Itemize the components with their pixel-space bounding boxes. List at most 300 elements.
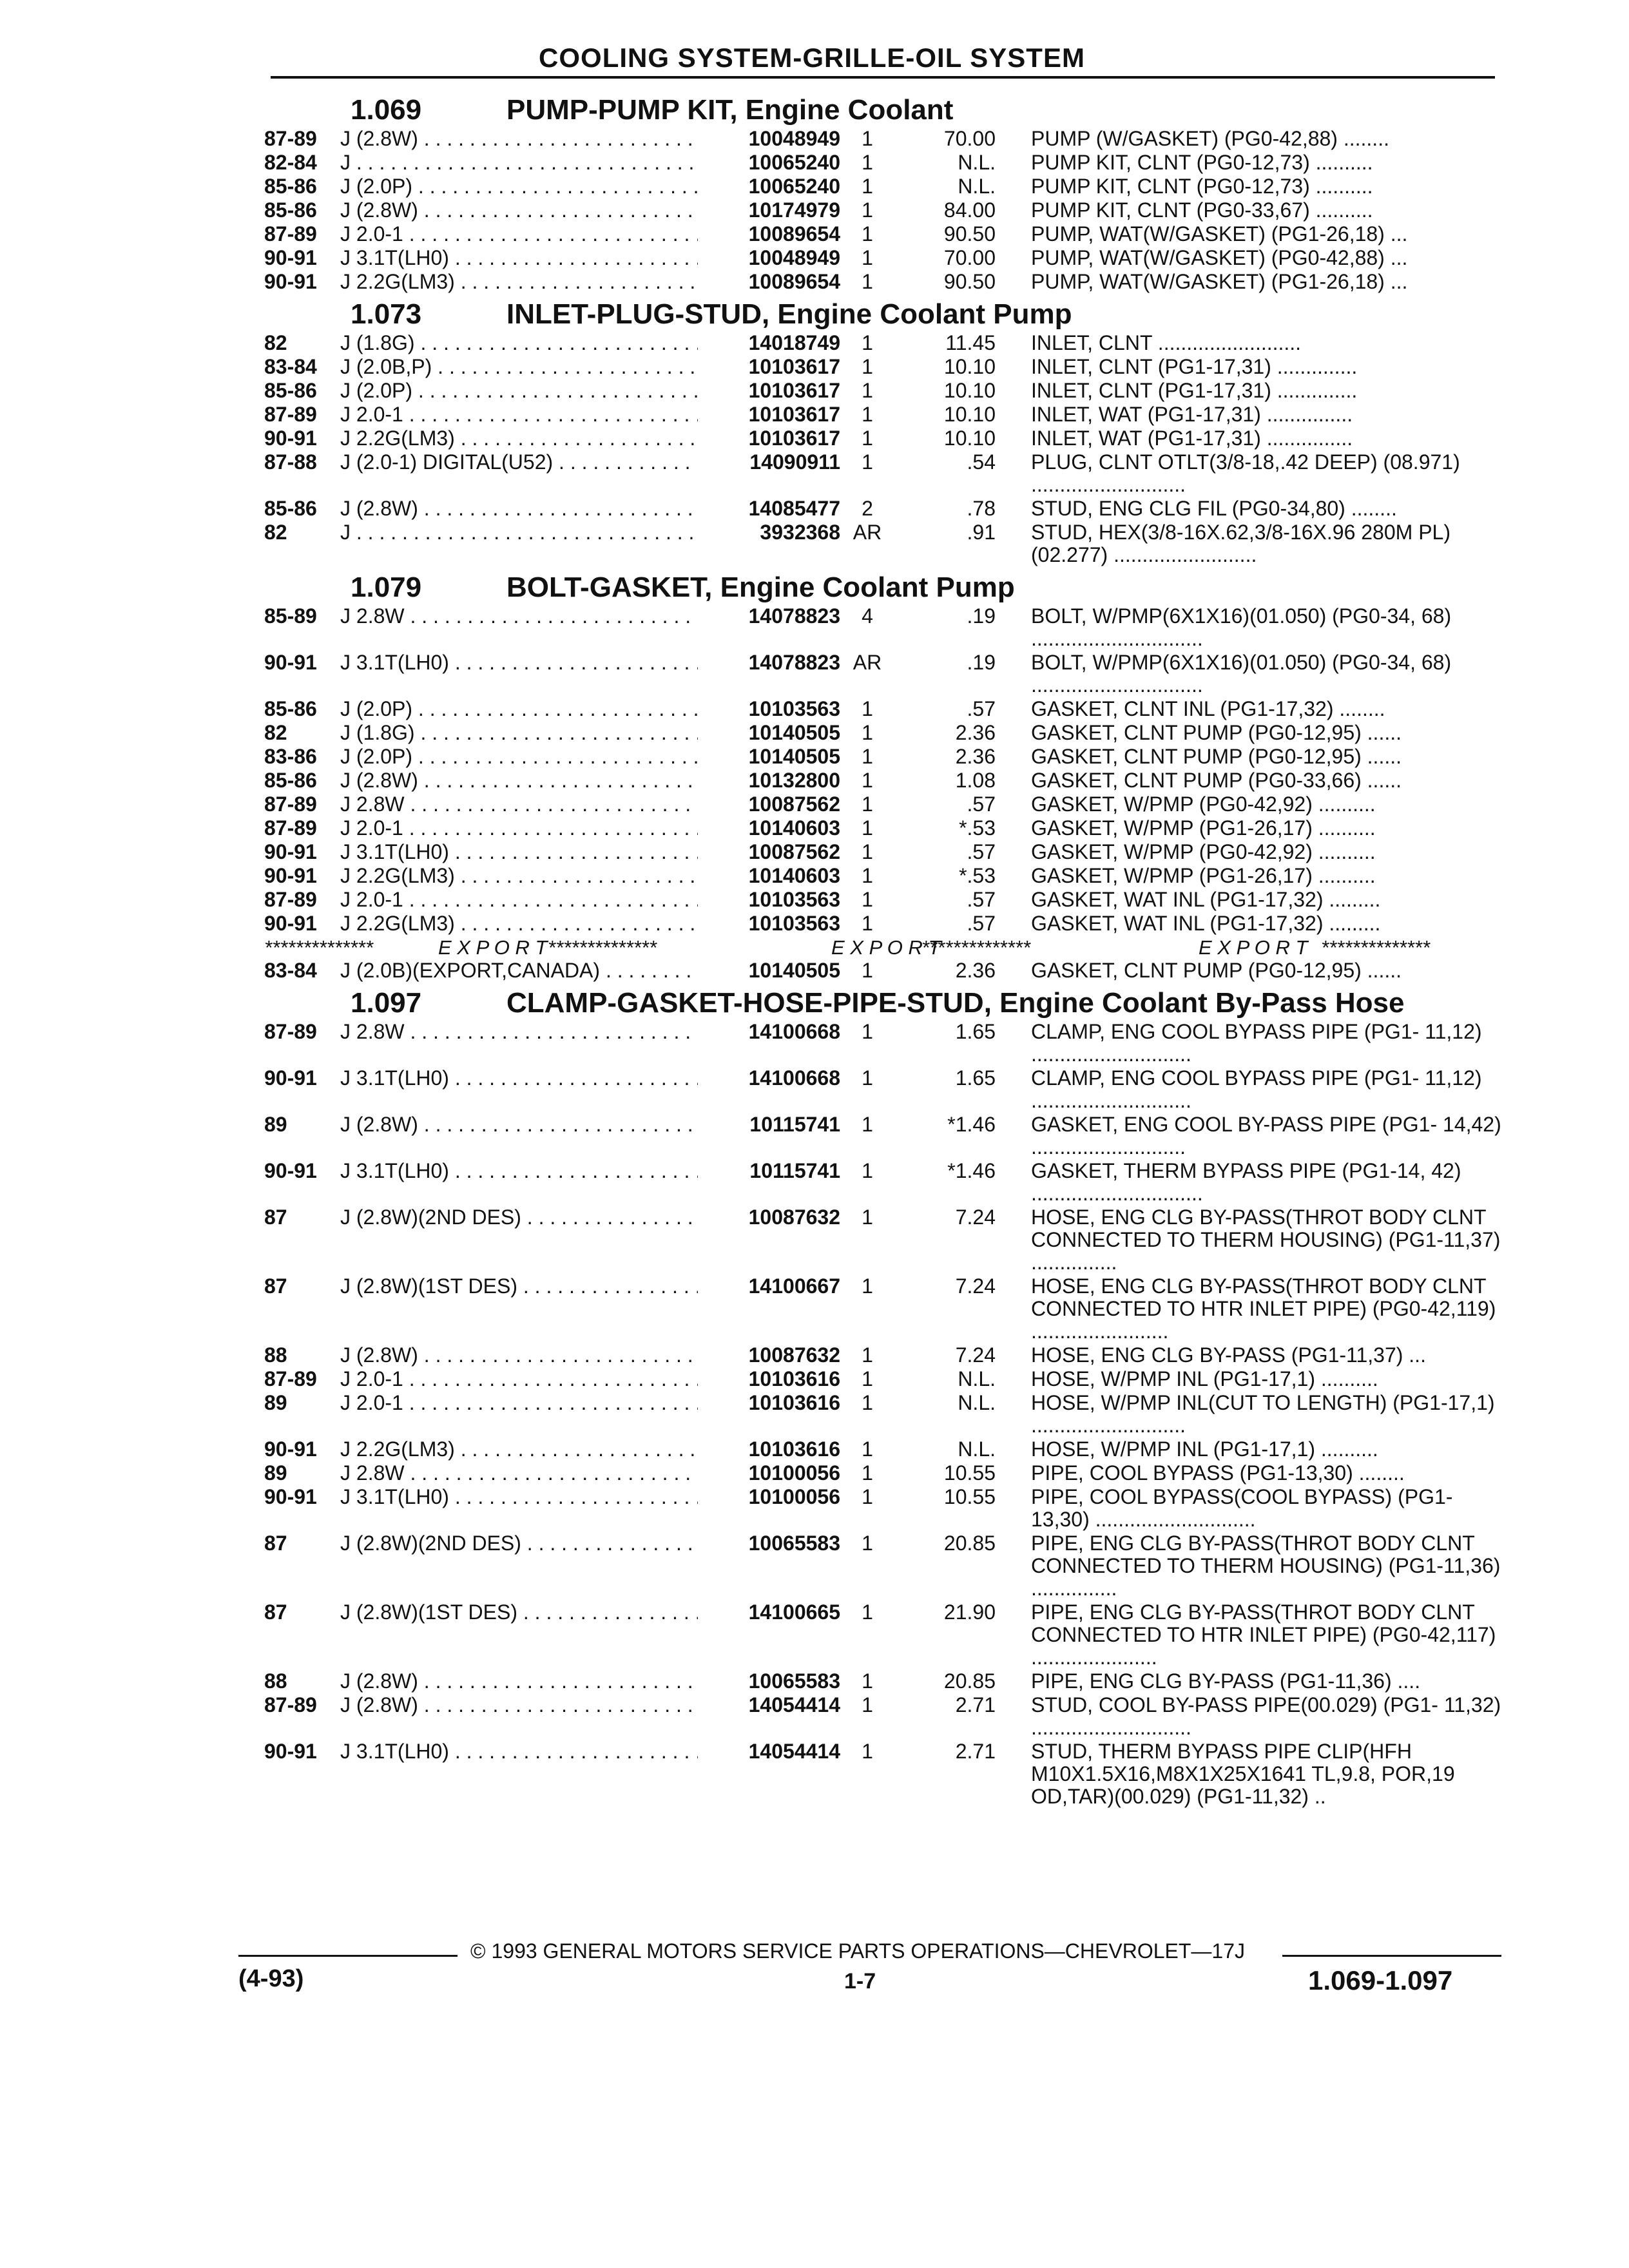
table-row: [264, 380, 1501, 403]
page-header-title: COOLING SYSTEM-GRILLE-OIL SYSTEM: [539, 43, 1085, 73]
footer-section-range: 1.069-1.097: [1308, 1965, 1453, 1995]
model-years: 90-91: [264, 912, 317, 935]
footer-date-code: (4-93): [238, 1965, 304, 1992]
part-description: GASKET, W/PMP (PG1-26,17) ..........: [1031, 865, 1376, 887]
price: 20.85: [943, 1669, 996, 1693]
part-description: HOSE, W/PMP INL(CUT TO LENGTH) (PG1-17,1) ...........................: [1031, 1392, 1495, 1437]
part-description: GASKET, THERM BYPASS PIPE (PG1-14, 42) ..............................: [1031, 1160, 1461, 1205]
section-number: 1.079: [351, 572, 422, 603]
part-number: 3932368: [760, 521, 840, 544]
part-description: PUMP (W/GASKET) (PG0-42,88) ........: [1031, 128, 1389, 150]
price: 10.10: [943, 355, 996, 378]
engine-spec: J 2.0-1 . . .: [340, 403, 698, 426]
part-number: 14054414: [748, 1693, 840, 1716]
part-description: PUMP, WAT(W/GASKET) (PG0-42,88) ...: [1031, 247, 1408, 269]
part-description: PIPE, COOL BYPASS (PG1-13,30) ........: [1031, 1462, 1405, 1485]
quantity: 1: [862, 1532, 873, 1555]
model-years: 87-89: [264, 127, 317, 150]
price: .19: [967, 651, 996, 674]
section-heading: [264, 294, 1501, 332]
section-title-text: PUMP-PUMP KIT, Engine Coolant: [506, 94, 954, 126]
table-row: [264, 223, 1501, 247]
engine-spec: J 2.8W . . .: [340, 1021, 698, 1043]
price: *.53: [959, 816, 996, 840]
quantity: 1: [862, 151, 873, 174]
part-description: INLET, CLNT .........................: [1031, 332, 1302, 354]
table-row: [264, 128, 1501, 151]
part-description: STUD, HEX(3/8-16X.62,3/8-16X.96 280M PL)(02.277) .........................: [1031, 521, 1451, 566]
table-row: [264, 1021, 1501, 1067]
export-label: E X P O R T: [1199, 936, 1308, 959]
engine-spec: J 3.1T(LH0) . . .: [340, 1486, 698, 1508]
model-years: 87-89: [264, 1693, 317, 1716]
table-row: [264, 1392, 1501, 1438]
price: *.53: [959, 864, 996, 887]
table-row: [264, 356, 1501, 380]
engine-spec: J (2.8W) . . .: [340, 1694, 698, 1716]
model-years: 82: [264, 521, 287, 544]
table-row: [264, 698, 1501, 722]
price: 10.10: [943, 379, 996, 402]
part-description: HOSE, W/PMP INL (PG1-17,1) ..........: [1031, 1368, 1378, 1390]
table-row: [264, 1368, 1501, 1392]
part-number: 10115741: [749, 1113, 840, 1136]
model-years: 90-91: [264, 1159, 317, 1182]
model-years: 85-89: [264, 604, 317, 628]
table-row: [264, 959, 1501, 983]
price: .57: [967, 697, 996, 720]
part-description: GASKET, WAT INL (PG1-17,32) .........: [1031, 912, 1381, 935]
quantity: 1: [862, 888, 873, 911]
table-row: [264, 175, 1501, 199]
quantity: 1: [862, 697, 873, 720]
engine-spec: J (2.0P) . . .: [340, 698, 698, 720]
model-years: 85-86: [264, 697, 317, 720]
table-row: [264, 1601, 1501, 1670]
model-years: 87: [264, 1274, 287, 1298]
part-description: HOSE, ENG CLG BY-PASS (PG1-11,37) ...: [1031, 1344, 1426, 1367]
part-number: 14100668: [748, 1020, 840, 1043]
part-description: BOLT, W/PMP(6X1X16)(01.050) (PG0-34, 68) ..............................: [1031, 605, 1452, 650]
quantity: 1: [862, 379, 873, 402]
price: 10.10: [943, 403, 996, 426]
part-description: HOSE, ENG CLG BY-PASS(THROT BODY CLNT CONNECTED TO HTR INLET PIPE) (PG0-42,119) ........................: [1031, 1275, 1496, 1343]
model-years: 87-89: [264, 403, 317, 426]
part-number: 10140603: [748, 864, 840, 887]
part-number: 10087632: [748, 1343, 840, 1367]
part-description: GASKET, WAT INL (PG1-17,32) .........: [1031, 889, 1381, 911]
part-number: 10100056: [748, 1485, 840, 1508]
part-number: 10140603: [748, 816, 840, 840]
engine-spec: J 3.1T(LH0) . . .: [340, 247, 698, 269]
part-description: GASKET, CLNT PUMP (PG0-12,95) ......: [1031, 959, 1402, 982]
export-divider-stars: **************: [921, 936, 1030, 959]
footer-page-number: 1-7: [844, 1969, 876, 1994]
table-row: [264, 1438, 1501, 1462]
price: .91: [967, 521, 996, 544]
section-title-text: INLET-PLUG-STUD, Engine Coolant Pump: [506, 298, 1072, 330]
part-number: 10132800: [748, 769, 840, 792]
quantity: 1: [862, 331, 873, 354]
engine-spec: J 2.8W . . .: [340, 793, 698, 816]
table-row: [264, 912, 1501, 936]
part-number: 10103617: [748, 355, 840, 378]
engine-spec: J (2.8W) . . .: [340, 1113, 698, 1136]
quantity: 1: [862, 1693, 873, 1716]
model-years: 85-86: [264, 769, 317, 792]
model-years: 89: [264, 1461, 287, 1485]
model-years: 87-88: [264, 450, 317, 474]
part-description: GASKET, CLNT INL (PG1-17,32) ........: [1031, 698, 1385, 720]
part-number: 10103563: [748, 912, 840, 935]
quantity: 1: [862, 270, 873, 293]
part-number: 10103617: [748, 403, 840, 426]
engine-spec: J (2.8W)(1ST DES) . . .: [340, 1601, 698, 1624]
model-years: 88: [264, 1669, 287, 1693]
part-number: 10087562: [748, 793, 840, 816]
quantity: 1: [862, 127, 873, 150]
price: 1.65: [955, 1020, 996, 1043]
part-description: INLET, CLNT (PG1-17,31) ..............: [1031, 380, 1358, 402]
price: 84.00: [943, 198, 996, 222]
part-number: 10089654: [748, 270, 840, 293]
part-number: 10140505: [748, 959, 840, 982]
model-years: 90-91: [264, 1066, 317, 1090]
price: 7.24: [955, 1206, 996, 1229]
price: .57: [967, 840, 996, 863]
quantity: 1: [862, 912, 873, 935]
price: .57: [967, 793, 996, 816]
quantity: 1: [862, 1600, 873, 1624]
table-row: [264, 817, 1501, 841]
price: *1.46: [947, 1159, 996, 1182]
table-row: [264, 1206, 1501, 1275]
part-number: 10174979: [748, 198, 840, 222]
table-row: [264, 841, 1501, 865]
table-row: [264, 865, 1501, 889]
table-row: [264, 1160, 1501, 1206]
quantity: 1: [862, 864, 873, 887]
quantity: AR: [853, 521, 882, 544]
part-number: 14090911: [749, 450, 840, 474]
price: 1.65: [955, 1066, 996, 1090]
quantity: 1: [862, 1391, 873, 1414]
price: N.L.: [958, 1437, 996, 1461]
quantity: 1: [862, 1437, 873, 1461]
part-number: 14078823: [748, 604, 840, 628]
quantity: 1: [862, 450, 873, 474]
part-number: 10048949: [748, 246, 840, 269]
table-row: [264, 247, 1501, 271]
table-row: [264, 271, 1501, 294]
footer-divider-right: [1282, 1955, 1501, 1957]
model-years: 82-84: [264, 151, 317, 174]
part-description: GASKET, ENG COOL BY-PASS PIPE (PG1- 14,42) ...........................: [1031, 1113, 1501, 1158]
part-number: 10140505: [748, 745, 840, 768]
part-number: 10048949: [748, 127, 840, 150]
table-row: [264, 427, 1501, 451]
price: N.L.: [958, 1391, 996, 1414]
price: 2.71: [955, 1740, 996, 1763]
table-row: [264, 1067, 1501, 1113]
model-years: 83-86: [264, 745, 317, 768]
quantity: 1: [862, 1113, 873, 1136]
engine-spec: J 3.1T(LH0) . . .: [340, 841, 698, 863]
table-row: [264, 605, 1501, 651]
model-years: 90-91: [264, 246, 317, 269]
table-row: [264, 151, 1501, 175]
part-number: 10087562: [748, 840, 840, 863]
quantity: 1: [862, 1159, 873, 1182]
part-number: 10065240: [748, 151, 840, 174]
price: 2.36: [955, 721, 996, 744]
quantity: 1: [862, 1367, 873, 1390]
table-row: [264, 651, 1501, 698]
engine-spec: J 3.1T(LH0) . . .: [340, 1740, 698, 1763]
engine-spec: J 3.1T(LH0) . . .: [340, 1160, 698, 1182]
table-row: [264, 1670, 1501, 1694]
quantity: 1: [862, 175, 873, 198]
quantity: 1: [862, 403, 873, 426]
model-years: 90-91: [264, 1485, 317, 1508]
model-years: 87-89: [264, 222, 317, 245]
price: 90.50: [943, 222, 996, 245]
part-number: 10089654: [748, 222, 840, 245]
part-number: 10115741: [749, 1159, 840, 1182]
part-number: 10087632: [748, 1206, 840, 1229]
quantity: 1: [862, 745, 873, 768]
part-number: 14085477: [748, 497, 840, 520]
price: 7.24: [955, 1343, 996, 1367]
quantity: 1: [862, 1740, 873, 1763]
engine-spec: J (2.8W) . . .: [340, 769, 698, 792]
part-description: STUD, ENG CLG FIL (PG0-34,80) ........: [1031, 497, 1397, 520]
part-number: 10103563: [748, 888, 840, 911]
price: .54: [967, 450, 996, 474]
footer-copyright: © 1993 GENERAL MOTORS SERVICE PARTS OPERATIONS—CHEVROLET—17J: [470, 1939, 1245, 1963]
model-years: 89: [264, 1113, 287, 1136]
part-number: 14018749: [748, 331, 840, 354]
quantity: AR: [853, 651, 882, 674]
engine-spec: J (2.8W) . . .: [340, 199, 698, 222]
price: 11.45: [945, 331, 996, 354]
model-years: 85-86: [264, 198, 317, 222]
part-description: INLET, CLNT (PG1-17,31) ..............: [1031, 356, 1358, 378]
model-years: 90-91: [264, 651, 317, 674]
model-years: 87: [264, 1600, 287, 1624]
part-number: 10103617: [748, 427, 840, 450]
part-description: PUMP, WAT(W/GASKET) (PG1-26,18) ...: [1031, 223, 1408, 245]
model-years: 87-89: [264, 1020, 317, 1043]
quantity: 2: [862, 497, 873, 520]
quantity: 1: [862, 246, 873, 269]
part-description: STUD, COOL BY-PASS PIPE(00.029) (PG1- 11,32) ............................: [1031, 1694, 1501, 1739]
engine-spec: J (1.8G) . . .: [340, 332, 698, 354]
price: 70.00: [943, 127, 996, 150]
quantity: 1: [862, 1206, 873, 1229]
part-description: HOSE, ENG CLG BY-PASS(THROT BODY CLNT CONNECTED TO THERM HOUSING) (PG1-11,37) ...............: [1031, 1206, 1501, 1274]
part-number: 10103616: [748, 1437, 840, 1461]
table-row: [264, 199, 1501, 223]
quantity: 1: [862, 1020, 873, 1043]
table-row: [264, 1275, 1501, 1344]
engine-spec: J 3.1T(LH0) . . .: [340, 651, 698, 674]
engine-spec: J 2.2G(LM3) . . .: [340, 1438, 698, 1461]
part-description: PUMP KIT, CLNT (PG0-33,67) ..........: [1031, 199, 1373, 222]
quantity: 1: [862, 355, 873, 378]
price: 10.55: [943, 1461, 996, 1485]
part-number: 14100665: [748, 1600, 840, 1624]
part-description: PUMP KIT, CLNT (PG0-12,73) ..........: [1031, 151, 1373, 174]
quantity: 1: [862, 222, 873, 245]
engine-spec: J (2.0P) . . .: [340, 745, 698, 768]
part-description: GASKET, W/PMP (PG1-26,17) ..........: [1031, 817, 1376, 840]
price: 10.10: [943, 427, 996, 450]
section-heading: [264, 90, 1501, 128]
engine-spec: J (2.8W)(2ND DES) . . .: [340, 1206, 698, 1229]
model-years: 88: [264, 1343, 287, 1367]
model-years: 87: [264, 1532, 287, 1555]
header-divider: [271, 76, 1495, 79]
part-number: 14054414: [748, 1740, 840, 1763]
engine-spec: J 2.2G(LM3) . . .: [340, 271, 698, 293]
model-years: 90-91: [264, 1740, 317, 1763]
table-row: [264, 403, 1501, 427]
engine-spec: J . . .: [340, 521, 698, 544]
part-description: CLAMP, ENG COOL BYPASS PIPE (PG1- 11,12) ............................: [1031, 1067, 1482, 1112]
part-number: 10103616: [748, 1391, 840, 1414]
section-number: 1.097: [351, 987, 422, 1019]
engine-spec: J 3.1T(LH0) . . .: [340, 1067, 698, 1090]
quantity: 1: [862, 427, 873, 450]
engine-spec: J 2.0-1 . . .: [340, 889, 698, 911]
table-row: [264, 497, 1501, 521]
engine-spec: J (1.8G) . . .: [340, 722, 698, 744]
section-title-text: BOLT-GASKET, Engine Coolant Pump: [506, 572, 1015, 603]
price: 2.36: [955, 959, 996, 982]
price: .78: [967, 497, 996, 520]
part-description: GASKET, CLNT PUMP (PG0-12,95) ......: [1031, 745, 1402, 768]
export-divider-stars: **************: [548, 936, 657, 959]
part-description: INLET, WAT (PG1-17,31) ...............: [1031, 427, 1353, 450]
price: 7.24: [955, 1274, 996, 1298]
engine-spec: J . . .: [340, 151, 698, 174]
engine-spec: J (2.0B,P) . . .: [340, 356, 698, 378]
part-number: 10103616: [748, 1367, 840, 1390]
part-number: 10065240: [748, 175, 840, 198]
export-divider-stars: **************: [264, 936, 373, 959]
table-row: [264, 745, 1501, 769]
engine-spec: J 2.2G(LM3) . . .: [340, 865, 698, 887]
engine-spec: J (2.0B)(EXPORT,CANADA) . . .: [340, 959, 698, 982]
part-number: 10100056: [748, 1461, 840, 1485]
model-years: 87-89: [264, 888, 317, 911]
part-description: PIPE, COOL BYPASS(COOL BYPASS) (PG1- 13,30) ............................: [1031, 1486, 1453, 1531]
table-row: [264, 332, 1501, 356]
engine-spec: J 2.8W . . .: [340, 1462, 698, 1485]
table-row: [264, 1532, 1501, 1601]
part-number: 14100668: [748, 1066, 840, 1090]
price: 1.08: [955, 769, 996, 792]
model-years: 90-91: [264, 427, 317, 450]
table-row: [264, 722, 1501, 745]
model-years: 90-91: [264, 840, 317, 863]
price: .57: [967, 888, 996, 911]
part-description: PIPE, ENG CLG BY-PASS (PG1-11,36) ....: [1031, 1670, 1421, 1693]
engine-spec: J (2.8W)(1ST DES) . . .: [340, 1275, 698, 1298]
part-description: INLET, WAT (PG1-17,31) ...............: [1031, 403, 1353, 426]
export-divider-stars: **************: [1321, 936, 1430, 959]
part-description: GASKET, W/PMP (PG0-42,92) ..........: [1031, 841, 1376, 863]
engine-spec: J 2.2G(LM3) . . .: [340, 912, 698, 935]
part-description: BOLT, W/PMP(6X1X16)(01.050) (PG0-34, 68) ..............................: [1031, 651, 1452, 697]
price: N.L.: [958, 1367, 996, 1390]
export-label: E X P O R T: [831, 936, 941, 959]
quantity: 1: [862, 1274, 873, 1298]
part-number: 10065583: [748, 1532, 840, 1555]
model-years: 87-89: [264, 1367, 317, 1390]
part-description: PIPE, ENG CLG BY-PASS(THROT BODY CLNT CONNECTED TO HTR INLET PIPE) (PG0-42,117) ......................: [1031, 1601, 1496, 1669]
model-years: 85-86: [264, 497, 317, 520]
engine-spec: J 2.0-1 . . .: [340, 1368, 698, 1390]
table-row: [264, 521, 1501, 568]
part-number: 10140505: [748, 721, 840, 744]
engine-spec: J 2.8W . . .: [340, 605, 698, 628]
price: 21.90: [943, 1600, 996, 1624]
quantity: 1: [862, 793, 873, 816]
engine-spec: J (2.8W) . . .: [340, 1344, 698, 1367]
model-years: 90-91: [264, 864, 317, 887]
model-years: 90-91: [264, 1437, 317, 1461]
quantity: 1: [862, 721, 873, 744]
model-years: 87: [264, 1206, 287, 1229]
model-years: 85-86: [264, 175, 317, 198]
table-row: [264, 1694, 1501, 1740]
export-label: E X P O R T: [438, 936, 548, 959]
engine-spec: J 2.0-1 . . .: [340, 817, 698, 840]
table-row: [264, 889, 1501, 912]
model-years: 89: [264, 1391, 287, 1414]
part-description: STUD, THERM BYPASS PIPE CLIP(HFH M10X1.5X16,M8X1X25X1641 TL,9.8, POR,19 OD,TAR)(00.029) (PG1-11,32) ..: [1031, 1740, 1455, 1808]
engine-spec: J (2.8W) . . .: [340, 1670, 698, 1693]
model-years: 83-84: [264, 959, 317, 982]
table-row: [264, 769, 1501, 793]
quantity: 1: [862, 1066, 873, 1090]
engine-spec: J 2.2G(LM3) . . .: [340, 427, 698, 450]
price: .19: [967, 604, 996, 628]
part-description: CLAMP, ENG COOL BYPASS PIPE (PG1- 11,12) ............................: [1031, 1021, 1482, 1066]
model-years: 82: [264, 331, 287, 354]
table-row: [264, 1462, 1501, 1486]
table-row: [264, 1113, 1501, 1160]
quantity: 1: [862, 1461, 873, 1485]
part-description: GASKET, W/PMP (PG0-42,92) ..........: [1031, 793, 1376, 816]
price: 90.50: [943, 270, 996, 293]
section-heading: [264, 983, 1501, 1021]
engine-spec: J (2.0P) . . .: [340, 175, 698, 198]
table-row: [264, 1486, 1501, 1532]
engine-spec: J (2.8W) . . .: [340, 128, 698, 150]
price: N.L.: [958, 151, 996, 174]
model-years: 87-89: [264, 793, 317, 816]
price: 10.55: [943, 1485, 996, 1508]
model-years: 90-91: [264, 270, 317, 293]
table-row: [264, 1740, 1501, 1809]
quantity: 4: [862, 604, 873, 628]
table-row: [264, 451, 1501, 497]
quantity: 1: [862, 840, 873, 863]
table-row: [264, 1344, 1501, 1368]
